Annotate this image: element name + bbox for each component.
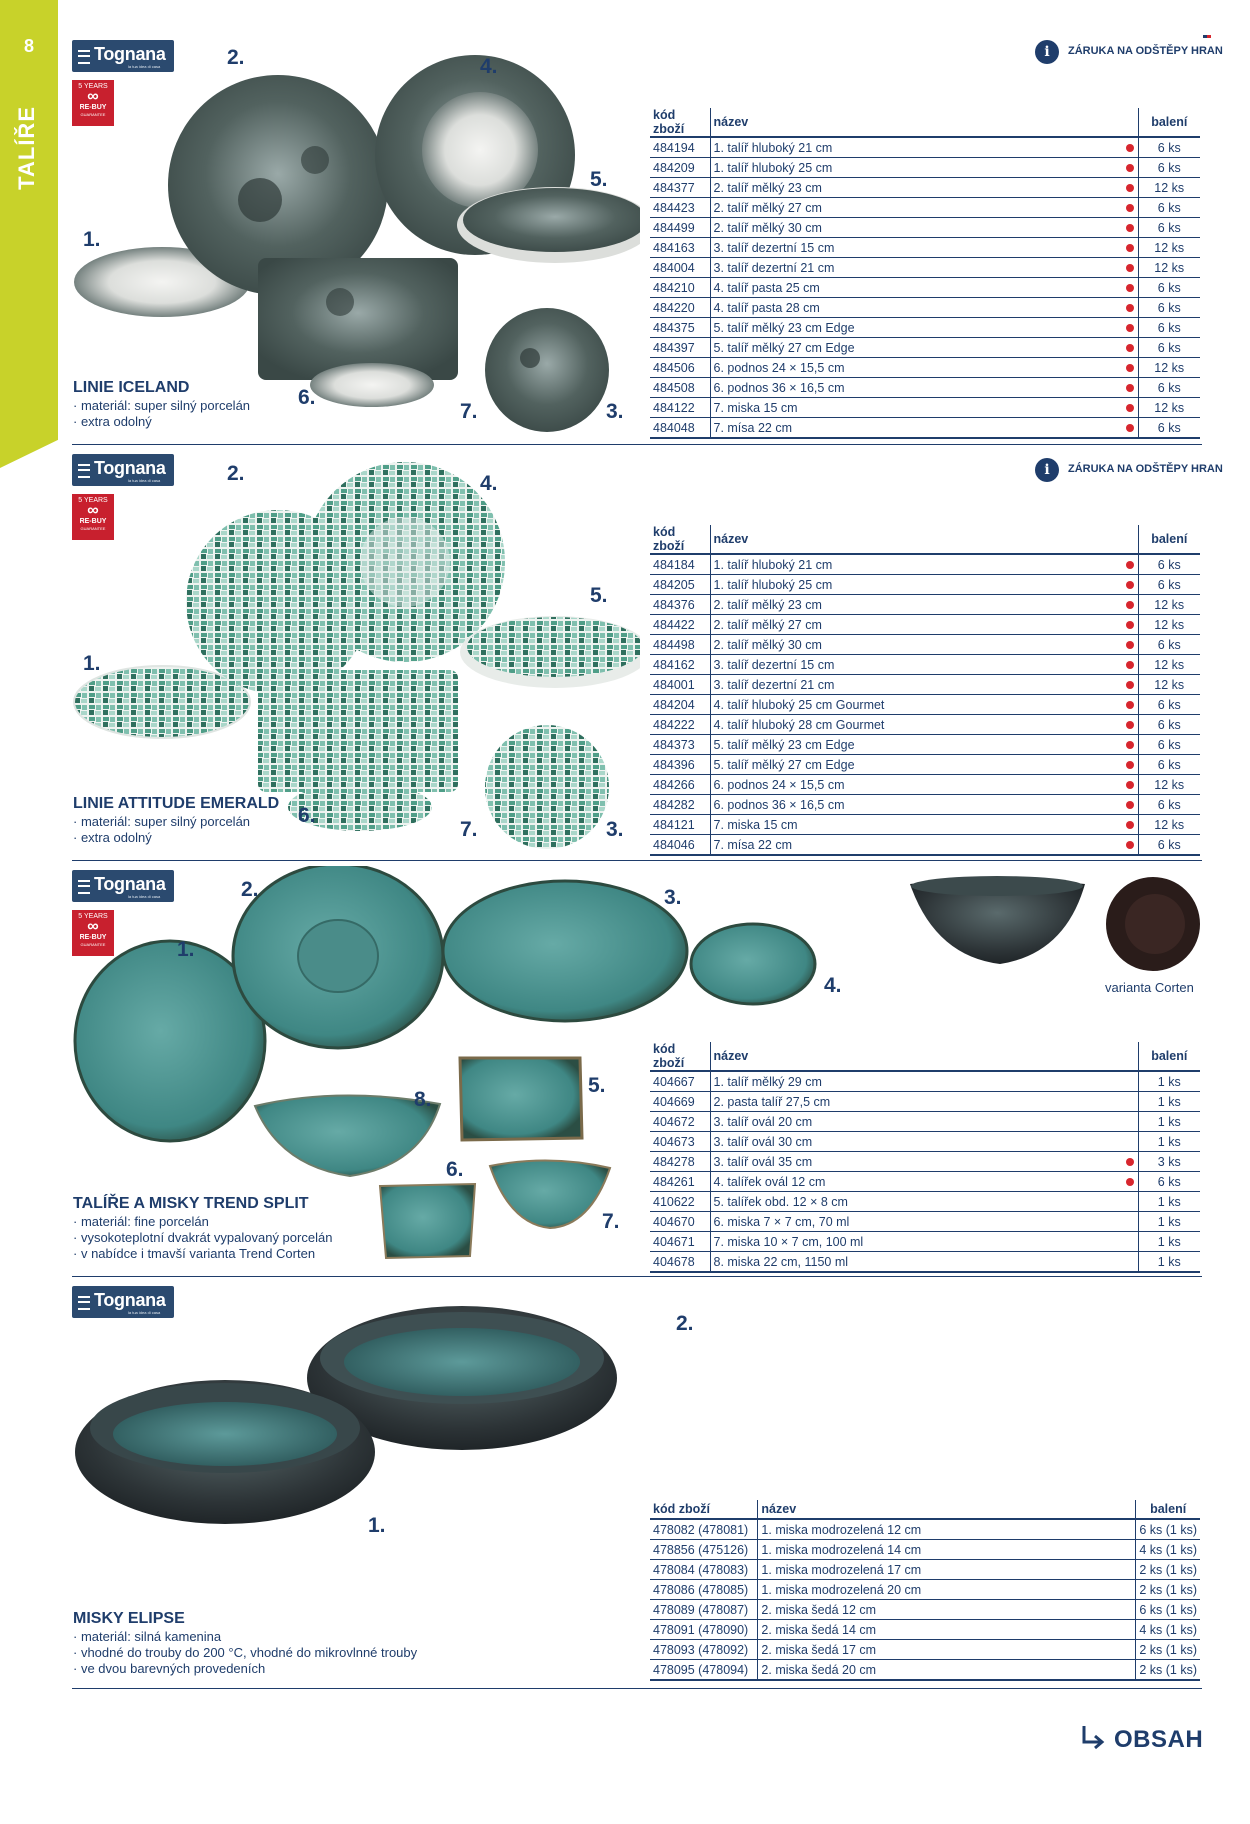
item-label-2: 2. xyxy=(241,878,259,901)
product-pack: 6 ks xyxy=(1138,735,1200,755)
iceland-product-table: kód zboží název balení 484194 1. talíř hluboký 21 cm 6 ks 484209 1. talíř hluboký 25 cm 6 ks 484377 2. talíř mělký 23 cm 12 ks 484423 2. talíř mělký 27 cm 6 ks 484499 2. talíř mělký 30 cm 6 ks 484163 3. talíř dezertní 15 cm 12 ks 484004 3. talíř dezertní 21 cm 12 ks 484210 4. talíř pasta 25 cm 6 ks 484220 4. talíř pasta 28 cm 6 ks 484375 5. talíř mělký 23 cm Edge 6 ks 484397 5. talíř mělký 27 cm Edge 6 ks 484506 6. podnos 24 × 15,5 cm 12 ks 484508 6. podnos 36 × 16,5 cm 6 ks 484122 7. miska 15 cm 12 ks 484048 7. mísa 22 cm 6 ks xyxy=(650,108,1200,439)
emerald-product-photo xyxy=(60,452,640,852)
availability-dot-icon xyxy=(1126,244,1134,252)
product-pack: 2 ks (1 ks) xyxy=(1136,1580,1200,1600)
product-name: 3. talíř ovál 35 cm xyxy=(710,1152,1122,1172)
product-code: 484397 xyxy=(650,338,710,358)
category-label: TALÍŘE xyxy=(14,106,39,190)
section-divider xyxy=(72,860,1202,861)
product-pack: 4 ks (1 ks) xyxy=(1136,1540,1200,1560)
infinity-icon: ∞ xyxy=(87,918,99,935)
product-name: 3. talíř ovál 30 cm xyxy=(710,1132,1122,1152)
product-code: 484184 xyxy=(650,554,710,575)
product-pack: 12 ks xyxy=(1138,595,1200,615)
product-name: 1. miska modrozelená 14 cm xyxy=(758,1540,1120,1560)
product-pack: 1 ks xyxy=(1138,1212,1200,1232)
product-pack: 3 ks xyxy=(1138,1152,1200,1172)
product-name: 2. miska šedá 17 cm xyxy=(758,1640,1120,1660)
table-row xyxy=(650,595,1200,615)
product-code: 404678 xyxy=(650,1252,710,1273)
product-name: 2. miska šedá 20 cm xyxy=(758,1660,1120,1681)
split-features: · materiál: fine porcelán · vysokoteplotní dvakrát vypalovaný porcelán · v nabídce i tmavší varianta Trend Corten xyxy=(73,1214,332,1262)
product-name: 1. talíř hluboký 25 cm xyxy=(710,158,1122,178)
table-row xyxy=(650,158,1200,178)
product-name: 2. pasta talíř 27,5 cm xyxy=(710,1092,1122,1112)
table-row xyxy=(650,398,1200,418)
table-row xyxy=(650,198,1200,218)
table-row xyxy=(650,695,1200,715)
product-name: 1. talíř hluboký 21 cm xyxy=(710,554,1122,575)
item-label-1: 1. xyxy=(83,652,101,675)
product-name: 1. talíř hluboký 25 cm xyxy=(710,575,1122,595)
tognana-logo: Tognana la tua idea di casa xyxy=(72,1286,174,1318)
table-row xyxy=(650,137,1200,158)
split-product-table: kód zboží název balení 404667 1. talíř mělký 29 cm 1 ks 404669 2. pasta talíř 27,5 cm 1 ks 404672 3. talíř ovál 20 cm 1 ks 404673 3. talíř ovál 30 cm 1 ks 484278 3. talíř ovál 35 cm 3 ks 484261 4. talířek ovál 12 cm 6 ks 410622 5. talířek obd. 12 × 8 cm 1 ks 404670 6. miska 7 × 7 cm, 70 ml 1 ks 404671 7. miska 10 × 7 cm, 100 ml 1 ks 404678 8. miska 22 cm, 1150 ml 1 ks xyxy=(650,1042,1200,1273)
product-code: 484498 xyxy=(650,635,710,655)
availability-dot-icon xyxy=(1126,184,1134,192)
product-name: 6. podnos 36 × 16,5 cm xyxy=(710,795,1122,815)
product-code: 484122 xyxy=(650,398,710,418)
item-label-1: 1. xyxy=(177,938,195,961)
product-code: 404667 xyxy=(650,1071,710,1092)
category-tab xyxy=(0,0,58,468)
table-row xyxy=(650,1192,1200,1212)
table-row xyxy=(650,298,1200,318)
availability-dot-icon xyxy=(1126,781,1134,789)
product-pack: 2 ks (1 ks) xyxy=(1136,1660,1200,1681)
table-row xyxy=(650,575,1200,595)
item-label-2: 2. xyxy=(676,1312,694,1335)
product-code: 484422 xyxy=(650,615,710,635)
product-code: 404669 xyxy=(650,1092,710,1112)
product-pack: 1 ks xyxy=(1138,1092,1200,1112)
product-name: 7. miska 10 × 7 cm, 100 ml xyxy=(710,1232,1122,1252)
product-name: 5. talířek obd. 12 × 8 cm xyxy=(710,1192,1122,1212)
product-name: 6. podnos 36 × 16,5 cm xyxy=(710,378,1122,398)
product-pack: 4 ks (1 ks) xyxy=(1136,1620,1200,1640)
availability-dot-icon xyxy=(1126,801,1134,809)
product-code: 484278 xyxy=(650,1152,710,1172)
product-pack: 12 ks xyxy=(1138,675,1200,695)
product-pack: 6 ks xyxy=(1138,278,1200,298)
item-label-2: 2. xyxy=(227,462,245,485)
product-name: 8. miska 22 cm, 1150 ml xyxy=(710,1252,1122,1273)
product-code: 404671 xyxy=(650,1232,710,1252)
item-label-3: 3. xyxy=(664,886,682,909)
product-code: 484162 xyxy=(650,655,710,675)
product-name: 3. talíř dezertní 15 cm xyxy=(710,655,1122,675)
info-icon: i xyxy=(1035,458,1059,482)
item-label-4: 4. xyxy=(480,55,498,78)
product-pack: 12 ks xyxy=(1138,615,1200,635)
table-row xyxy=(650,554,1200,575)
product-name: 2. talíř mělký 30 cm xyxy=(710,635,1122,655)
product-name: 2. miska šedá 12 cm xyxy=(758,1600,1120,1620)
item-label-5: 5. xyxy=(590,168,608,191)
product-pack: 12 ks xyxy=(1138,655,1200,675)
table-row xyxy=(650,358,1200,378)
availability-dot-icon xyxy=(1126,821,1134,829)
product-pack: 6 ks xyxy=(1138,635,1200,655)
availability-dot-icon xyxy=(1126,681,1134,689)
product-name: 2. talíř mělký 27 cm xyxy=(710,615,1122,635)
product-code: 404673 xyxy=(650,1132,710,1152)
product-code: 478086 (478085) xyxy=(650,1580,758,1600)
table-row xyxy=(650,715,1200,735)
product-code: 484004 xyxy=(650,258,710,278)
emerald-features: · materiál: super silný porcelán · extra odolný xyxy=(73,814,250,846)
table-row xyxy=(650,278,1200,298)
table-row xyxy=(650,1132,1200,1152)
table-row xyxy=(650,1580,1200,1600)
product-code: 484396 xyxy=(650,755,710,775)
product-name: 4. talíř hluboký 25 cm Gourmet xyxy=(710,695,1122,715)
product-code: 484222 xyxy=(650,715,710,735)
item-label-1: 1. xyxy=(368,1514,386,1537)
product-name: 7. miska 15 cm xyxy=(710,398,1122,418)
product-name: 3. talíř dezertní 15 cm xyxy=(710,238,1122,258)
product-name: 7. mísa 22 cm xyxy=(710,835,1122,856)
infinity-icon: ∞ xyxy=(87,502,99,519)
table-row xyxy=(650,1519,1200,1540)
table-row xyxy=(650,418,1200,439)
section-divider xyxy=(72,444,1202,445)
rebuy-guarantee-badge: 5 YEARS ∞ RE-BUY GUARANTEE xyxy=(72,494,114,540)
product-name: 1. miska modrozelená 17 cm xyxy=(758,1560,1120,1580)
table-row xyxy=(650,1232,1200,1252)
product-pack: 6 ks xyxy=(1138,755,1200,775)
product-pack: 12 ks xyxy=(1138,775,1200,795)
product-code: 478856 (475126) xyxy=(650,1540,758,1560)
split-title: TALÍŘE A MISKY TREND SPLIT xyxy=(73,1195,309,1212)
product-code: 404670 xyxy=(650,1212,710,1232)
product-code: 484376 xyxy=(650,595,710,615)
product-name: 3. talíř ovál 20 cm xyxy=(710,1112,1122,1132)
availability-dot-icon xyxy=(1126,741,1134,749)
table-row xyxy=(650,775,1200,795)
rebuy-guarantee-badge: 5 YEARS ∞ RE-BUY GUARANTEE xyxy=(72,80,114,126)
product-name: 1. talíř hluboký 21 cm xyxy=(710,137,1122,158)
product-name: 7. mísa 22 cm xyxy=(710,418,1122,439)
product-name: 1. miska modrozelená 12 cm xyxy=(758,1519,1120,1540)
product-code: 484204 xyxy=(650,695,710,715)
product-code: 484261 xyxy=(650,1172,710,1192)
table-row xyxy=(650,1540,1200,1560)
product-pack: 6 ks xyxy=(1138,378,1200,398)
product-pack: 12 ks xyxy=(1138,178,1200,198)
availability-dot-icon xyxy=(1126,841,1134,849)
emerald-product-table: kód zboží název balení 484184 1. talíř hluboký 21 cm 6 ks 484205 1. talíř hluboký 25 cm 6 ks 484376 2. talíř mělký 23 cm 12 ks 484422 2. talíř mělký 27 cm 12 ks 484498 2. talíř mělký 30 cm 6 ks 484162 3. talíř dezertní 15 cm 12 ks 484001 3. talíř dezertní 21 cm 12 ks 484204 4. talíř hluboký 25 cm Gourmet 6 ks 484222 4. talíř hluboký 28 cm Gourmet 6 ks 484373 5. talíř mělký 23 cm Edge 6 ks 484396 5. talíř mělký 27 cm Edge 6 ks 484266 6. podnos 24 × 15,5 cm 12 ks 484282 6. podnos 36 × 16,5 cm 6 ks 484121 7. miska 15 cm 12 ks 484046 7. mísa 22 cm 6 ks xyxy=(650,525,1200,856)
product-code: 478089 (478087) xyxy=(650,1600,758,1620)
product-code: 478095 (478094) xyxy=(650,1660,758,1681)
availability-dot-icon xyxy=(1126,1178,1134,1186)
availability-dot-icon xyxy=(1126,581,1134,589)
product-pack: 12 ks xyxy=(1138,238,1200,258)
availability-dot-icon xyxy=(1126,364,1134,372)
table-row xyxy=(650,1252,1200,1273)
product-name: 3. talíř dezertní 21 cm xyxy=(710,258,1122,278)
product-pack: 1 ks xyxy=(1138,1112,1200,1132)
item-label-3: 3. xyxy=(606,818,624,841)
availability-dot-icon xyxy=(1126,404,1134,412)
table-row xyxy=(650,815,1200,835)
product-pack: 6 ks (1 ks) xyxy=(1136,1600,1200,1620)
product-code: 484375 xyxy=(650,318,710,338)
availability-dot-icon xyxy=(1126,561,1134,569)
table-row xyxy=(650,1092,1200,1112)
item-label-5: 5. xyxy=(588,1074,606,1097)
item-label-6: 6. xyxy=(298,804,316,827)
item-label-8: 8. xyxy=(414,1088,432,1111)
table-row xyxy=(650,1212,1200,1232)
product-code: 478084 (478083) xyxy=(650,1560,758,1580)
section-divider xyxy=(72,1688,1202,1689)
item-label-7: 7. xyxy=(460,400,478,423)
product-name: 4. talíř hluboký 28 cm Gourmet xyxy=(710,715,1122,735)
availability-dot-icon xyxy=(1126,264,1134,272)
info-icon: i xyxy=(1035,40,1059,64)
product-name: 4. talíř pasta 28 cm xyxy=(710,298,1122,318)
product-pack: 12 ks xyxy=(1138,358,1200,378)
product-pack: 6 ks xyxy=(1138,795,1200,815)
product-name: 1. miska modrozelená 20 cm xyxy=(758,1580,1120,1600)
product-pack: 1 ks xyxy=(1138,1071,1200,1092)
product-code: 484266 xyxy=(650,775,710,795)
product-pack: 6 ks xyxy=(1138,835,1200,856)
availability-dot-icon xyxy=(1126,144,1134,152)
product-code: 484499 xyxy=(650,218,710,238)
item-label-1: 1. xyxy=(83,228,101,251)
iceland-title: LINIE ICELAND xyxy=(73,379,190,396)
item-label-2: 2. xyxy=(227,46,245,69)
product-name: 6. miska 7 × 7 cm, 70 ml xyxy=(710,1212,1122,1232)
product-pack: 6 ks xyxy=(1138,338,1200,358)
item-label-7: 7. xyxy=(460,818,478,841)
table-row xyxy=(650,635,1200,655)
product-pack: 6 ks xyxy=(1138,198,1200,218)
product-pack: 6 ks xyxy=(1138,695,1200,715)
emerald-title: LINIE ATTITUDE EMERALD xyxy=(73,795,280,812)
product-name: 2. talíř mělký 27 cm xyxy=(710,198,1122,218)
product-pack: 1 ks xyxy=(1138,1192,1200,1212)
corten-variant-label: varianta Corten xyxy=(1105,980,1194,995)
item-label-6: 6. xyxy=(446,1158,464,1181)
table-row xyxy=(650,1600,1200,1620)
tognana-logo: Tognana la tua idea di casa xyxy=(72,870,174,902)
product-name: 2. talíř mělký 23 cm xyxy=(710,595,1122,615)
product-pack: 1 ks xyxy=(1138,1232,1200,1252)
item-label-3: 3. xyxy=(606,400,624,423)
product-pack: 12 ks xyxy=(1138,815,1200,835)
product-name: 3. talíř dezertní 21 cm xyxy=(710,675,1122,695)
product-code: 484282 xyxy=(650,795,710,815)
product-pack: 1 ks xyxy=(1138,1252,1200,1273)
product-code: 484205 xyxy=(650,575,710,595)
product-code: 484210 xyxy=(650,278,710,298)
product-code: 478093 (478092) xyxy=(650,1640,758,1660)
product-code: 478082 (478081) xyxy=(650,1519,758,1540)
table-row xyxy=(650,1071,1200,1092)
elipse-product-table: kód zboží název balení 478082 (478081) 1. miska modrozelená 12 cm 6 ks (1 ks) 478856 (475126) 1. miska modrozelená 14 cm 4 ks (1 ks) 478084 (478083) 1. miska modrozelená 17 cm 2 ks (1 ks) 478086 (478085) 1. miska modrozelená 20 cm 2 ks (1 ks) 478089 (478087) 2. miska šedá 12 cm 6 ks (1 ks) 478091 (478090) 2. miska šedá 14 cm 4 ks (1 ks) 478093 (478092) 2. miska šedá 17 cm 2 ks (1 ks) 478095 (478094) 2. miska šedá 20 cm 2 ks (1 ks) xyxy=(650,1500,1200,1681)
table-row xyxy=(650,258,1200,278)
availability-dot-icon xyxy=(1126,701,1134,709)
item-label-6: 6. xyxy=(298,386,316,409)
table-row xyxy=(650,755,1200,775)
table-row xyxy=(650,1560,1200,1580)
product-name: 2. talíř mělký 23 cm xyxy=(710,178,1122,198)
table-row xyxy=(650,378,1200,398)
product-name: 5. talíř mělký 27 cm Edge xyxy=(710,755,1122,775)
availability-dot-icon xyxy=(1126,601,1134,609)
product-pack: 12 ks xyxy=(1138,258,1200,278)
product-pack: 1 ks xyxy=(1138,1132,1200,1152)
product-code: 484220 xyxy=(650,298,710,318)
product-pack: 6 ks xyxy=(1138,137,1200,158)
table-row xyxy=(650,1152,1200,1172)
infinity-icon: ∞ xyxy=(87,88,99,105)
corten-variant-photo xyxy=(905,874,1205,974)
availability-dot-icon xyxy=(1126,761,1134,769)
product-name: 4. talířek ovál 12 cm xyxy=(710,1172,1122,1192)
table-row xyxy=(650,238,1200,258)
table-row xyxy=(650,1112,1200,1132)
item-label-5: 5. xyxy=(590,584,608,607)
table-row xyxy=(650,1660,1200,1681)
availability-dot-icon xyxy=(1126,661,1134,669)
product-code: 484048 xyxy=(650,418,710,439)
product-code: 484046 xyxy=(650,835,710,856)
availability-dot-icon xyxy=(1126,424,1134,432)
table-row xyxy=(650,835,1200,856)
section-divider xyxy=(72,1276,1202,1277)
product-pack: 2 ks (1 ks) xyxy=(1136,1640,1200,1660)
table-row xyxy=(650,735,1200,755)
availability-dot-icon xyxy=(1126,284,1134,292)
product-pack: 6 ks xyxy=(1138,554,1200,575)
product-pack: 2 ks (1 ks) xyxy=(1136,1560,1200,1580)
product-pack: 6 ks xyxy=(1138,715,1200,735)
table-row xyxy=(650,318,1200,338)
iceland-features: · materiál: super silný porcelán · extra odolný xyxy=(73,398,250,430)
product-pack: 6 ks xyxy=(1138,1172,1200,1192)
table-row xyxy=(650,655,1200,675)
page-number: 8 xyxy=(23,36,34,56)
product-name: 5. talíř mělký 23 cm Edge xyxy=(710,318,1122,338)
product-name: 6. podnos 24 × 15,5 cm xyxy=(710,775,1122,795)
product-code: 484194 xyxy=(650,137,710,158)
product-code: 484121 xyxy=(650,815,710,835)
product-pack: 6 ks xyxy=(1138,575,1200,595)
elipse-title: MISKY ELIPSE xyxy=(73,1610,185,1627)
product-name: 7. miska 15 cm xyxy=(710,815,1122,835)
availability-dot-icon xyxy=(1126,1158,1134,1166)
product-code: 478091 (478090) xyxy=(650,1620,758,1640)
product-pack: 6 ks xyxy=(1138,158,1200,178)
product-code: 484508 xyxy=(650,378,710,398)
product-code: 484163 xyxy=(650,238,710,258)
product-code: 404672 xyxy=(650,1112,710,1132)
product-code: 484423 xyxy=(650,198,710,218)
table-row xyxy=(650,795,1200,815)
table-row xyxy=(650,1172,1200,1192)
table-row xyxy=(650,1620,1200,1640)
product-name: 5. talíř mělký 27 cm Edge xyxy=(710,338,1122,358)
arrow-return-icon xyxy=(1078,1724,1108,1754)
product-name: 5. talíř mělký 23 cm Edge xyxy=(710,735,1122,755)
product-pack: 6 ks xyxy=(1138,418,1200,439)
tognana-logo: Tognana la tua idea di casa xyxy=(72,454,174,486)
rebuy-guarantee-badge: 5 YEARS ∞ RE-BUY GUARANTEE xyxy=(72,910,114,956)
tognana-logo: Tognana la tua idea di casa xyxy=(72,40,174,72)
flag-icon xyxy=(1203,35,1213,43)
table-row xyxy=(650,218,1200,238)
availability-dot-icon xyxy=(1126,721,1134,729)
product-pack: 12 ks xyxy=(1138,398,1200,418)
table-row xyxy=(650,338,1200,358)
item-label-4: 4. xyxy=(824,974,842,997)
availability-dot-icon xyxy=(1126,164,1134,172)
availability-dot-icon xyxy=(1126,344,1134,352)
availability-dot-icon xyxy=(1126,304,1134,312)
product-name: 1. talíř mělký 29 cm xyxy=(710,1071,1122,1092)
item-label-4: 4. xyxy=(480,472,498,495)
product-code: 484209 xyxy=(650,158,710,178)
availability-dot-icon xyxy=(1126,224,1134,232)
table-row xyxy=(650,178,1200,198)
product-name: 2. talíř mělký 30 cm xyxy=(710,218,1122,238)
product-code: 410622 xyxy=(650,1192,710,1212)
item-label-7: 7. xyxy=(602,1210,620,1233)
availability-dot-icon xyxy=(1126,324,1134,332)
elipse-product-photo xyxy=(70,1300,690,1530)
product-code: 484001 xyxy=(650,675,710,695)
availability-dot-icon xyxy=(1126,384,1134,392)
product-name: 4. talíř pasta 25 cm xyxy=(710,278,1122,298)
availability-dot-icon xyxy=(1126,204,1134,212)
table-row xyxy=(650,675,1200,695)
product-code: 484506 xyxy=(650,358,710,378)
product-name: 6. podnos 24 × 15,5 cm xyxy=(710,358,1122,378)
elipse-features: · materiál: silná kamenina · vhodné do trouby do 200 °C, vhodné do mikrovlnné trouby · ve dvou barevných provedeních xyxy=(73,1629,417,1677)
product-pack: 6 ks xyxy=(1138,318,1200,338)
table-row xyxy=(650,1640,1200,1660)
product-pack: 6 ks (1 ks) xyxy=(1136,1519,1200,1540)
availability-dot-icon xyxy=(1126,641,1134,649)
product-code: 484377 xyxy=(650,178,710,198)
product-name: 2. miska šedá 14 cm xyxy=(758,1620,1120,1640)
product-pack: 6 ks xyxy=(1138,218,1200,238)
table-row xyxy=(650,615,1200,635)
availability-dot-icon xyxy=(1126,621,1134,629)
product-pack: 6 ks xyxy=(1138,298,1200,318)
product-code: 484373 xyxy=(650,735,710,755)
